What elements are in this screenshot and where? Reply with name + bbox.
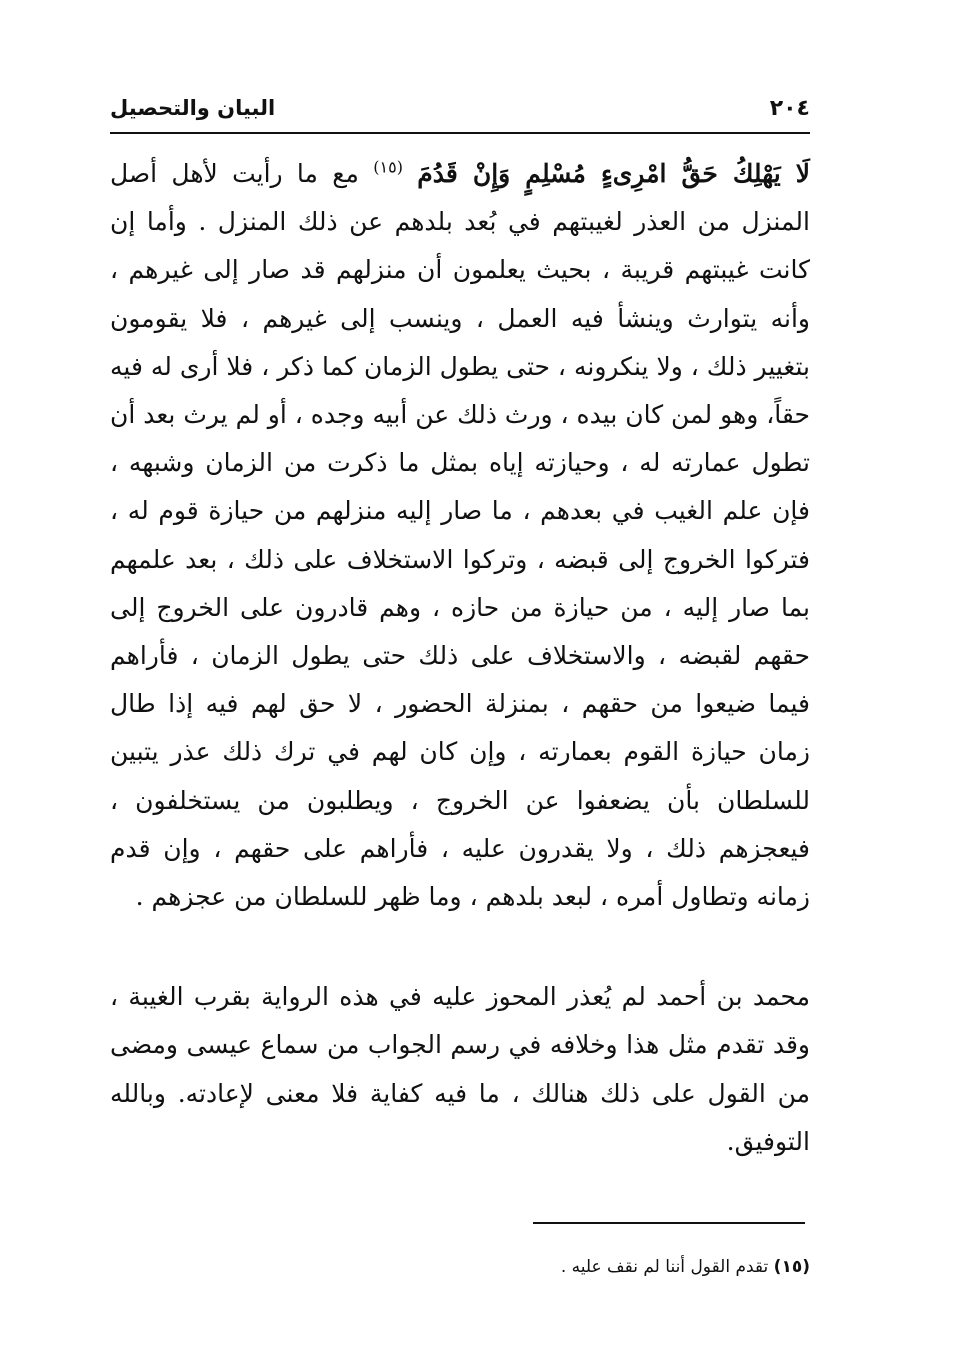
book-title: البيان والتحصيل bbox=[110, 96, 276, 120]
body-text bbox=[110, 150, 810, 1166]
footnote-rule bbox=[533, 1222, 805, 1224]
header-rule bbox=[110, 132, 810, 134]
footnote bbox=[110, 1252, 810, 1282]
footnote-text: تقدم القول أننا لم نقف عليه . bbox=[560, 1257, 769, 1277]
paragraph-author-note bbox=[110, 973, 810, 1166]
footnote-number: (١٥) bbox=[773, 1257, 810, 1277]
page-number: ٢٠٤ bbox=[769, 96, 810, 121]
running-header bbox=[110, 88, 810, 134]
hadith-quote: لَا يَهْلِكُ حَقُّ امْرِىءٍ مُسْلِمٍ وَإِنْ قَدُمَ bbox=[417, 159, 811, 188]
footnote-reference: (١٥) bbox=[373, 157, 403, 177]
paragraph-commentary bbox=[110, 150, 810, 921]
paragraph-text: مع ما رأيت لأهل أصل المنزل من العذر لغيبتهم في بُعد بلدهم عن ذلك المنزل . وأما إن كانت غيبتهم قريبة ، بحيث يعلمون أن منزلهم قد صار إلى غيرهم ، وأنه يتوارث وينشأ فيه العمل ، وينسب إلى غيرهم ، فلا يقومون بتغيير ذلك ، ولا ينكرونه ، حتى يطول الزمان كما ذكر ، فلا أرى له فيه حقاً، وهو لمن كان بيده ، ورث ذلك عن أبيه وجده ، أو لم يرث بعد أن تطول عمارته له ، وحيازته إياه بمثل ما ذكرت من الزمان وشبهه ، فإن علم الغيب في بعدهم ، ما صار إليه منزلهم من حيازة قوم له ، فتركوا الخروج إلى قبضه ، وتركوا الاستخلاف على ذلك ، بعد علمهم بما صار إليه ، من حيازة من حازه ، وهم قادرون على الخروج إلى حقهم لقبضه ، والاستخلاف على ذلك حتى يطول الزمان ، فأراهم فيما ضيعوا من حقهم ، بمنزلة الحضور ، لا حق لهم فيه إذا طال زمان حيازة القوم بعمارته ، وإن كان لهم في ترك ذلك عذر يتبين للسلطان بأن يضعفوا عن الخروج ، ويطلبون من يستخلفون ، فيعجزهم ذلك ، ولا يقدرون عليه ، فأراهم على حقهم ، وإن قدم زمانه وتطاول أمره ، لبعد بلدهم ، وما ظهر للسلطان من عجزهم . bbox=[110, 159, 810, 912]
paragraph-text: محمد بن أحمد لم يُعذر المحوز عليه في هذه الرواية بقرب الغيبة ، وقد تقدم مثل هذا وخلافه في رسم الجواب من سماع عيسى ومضى من القول على ذلك هنالك ، ما فيه كفاية فلا معنى لإعادته. وبالله التوفيق. bbox=[110, 982, 810, 1156]
